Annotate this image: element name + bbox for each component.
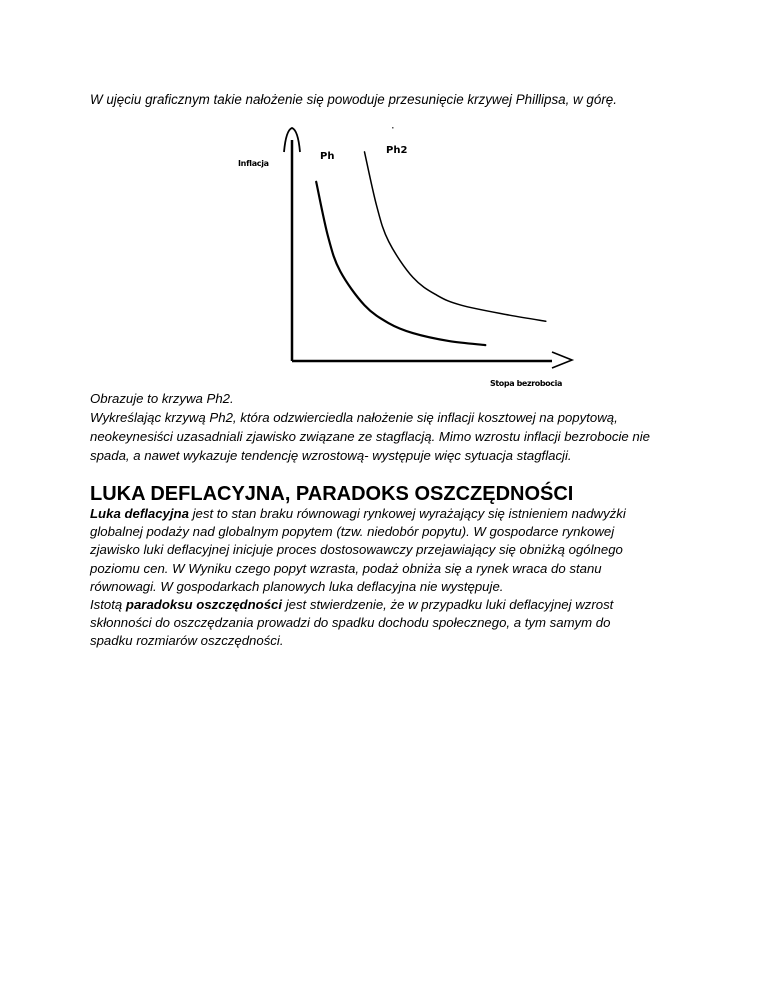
phillips-curve-figure xyxy=(232,122,582,394)
intro-text: W ujęciu graficznym takie nałożenie się powoduje przesunięcie krzywej Phillipsa, w górę. xyxy=(90,92,617,107)
x-axis-arrowhead xyxy=(552,352,572,368)
section-body xyxy=(90,505,690,651)
caption-line: Obrazuje to krzywa Ph2. xyxy=(90,391,234,406)
paragraph-line: równowagi. W gospodarkach planowych luka deflacyjna nie występuje. xyxy=(90,578,504,594)
caption-line: spada, a nawet wykazuje tendencję wzrostową- występuje więc sytuacja stagflacji. xyxy=(90,448,572,463)
paragraph-line: zjawisko luki deflacyjnej inicjuje proces dostosowawczy przejawiający się obniżką ogólnego xyxy=(90,542,623,558)
paragraph-line: skłonności do oszczędzania prowadzi do spadku dochodu społecznego, a tym samym do xyxy=(90,615,611,631)
x-axis-label: Stopa bezrobocia xyxy=(490,379,562,388)
stray-mark xyxy=(392,127,394,129)
caption-line: Wykreślając krzywą Ph2, która odzwierciedla nałożenie się inflacji kosztowej na popytową, xyxy=(90,410,618,425)
caption-line: neokeynesiści uzasadniali zjawisko związane ze stagflacją. Mimo wzrostu inflacji bezrobocie nie xyxy=(90,429,650,444)
paragraph-line: Luka deflacyjna jest to stan braku równowagi rynkowej wyrażający się istnieniem nadwyżki xyxy=(90,506,626,521)
curve-ph xyxy=(316,182,485,345)
caption-block xyxy=(90,389,690,465)
paragraph-line: spadku rozmiarów oszczędności. xyxy=(90,633,284,649)
series-label-ph: Ph xyxy=(320,151,335,162)
paragraph-line: poziomu cen. W Wyniku czego popyt wzrasta, podaż obniża się a rynek wraca do stanu xyxy=(90,560,602,576)
term-luka-deflacyjna: Luka deflacyjna xyxy=(90,506,189,521)
paragraph-line: globalnej podaży nad globalnym popytem (tzw. niedobór popytu). W gospodarce rynkowej xyxy=(90,524,615,540)
term-paradoks-oszczednosci: paradoksu oszczędności xyxy=(125,597,283,613)
y-axis-label: Inflacja xyxy=(238,159,269,168)
curve-ph2 xyxy=(365,152,546,321)
series-label-ph2: Ph2 xyxy=(386,145,408,156)
phillips-curve-chart xyxy=(232,122,582,394)
section-heading: LUKA DEFLACYJNA, PARADOKS OSZCZĘDNOŚCI xyxy=(90,483,574,505)
paragraph-line: Istotą paradoksu oszczędności jest stwierdzenie, że w przypadku luki deflacyjnej wzrost xyxy=(90,597,614,613)
